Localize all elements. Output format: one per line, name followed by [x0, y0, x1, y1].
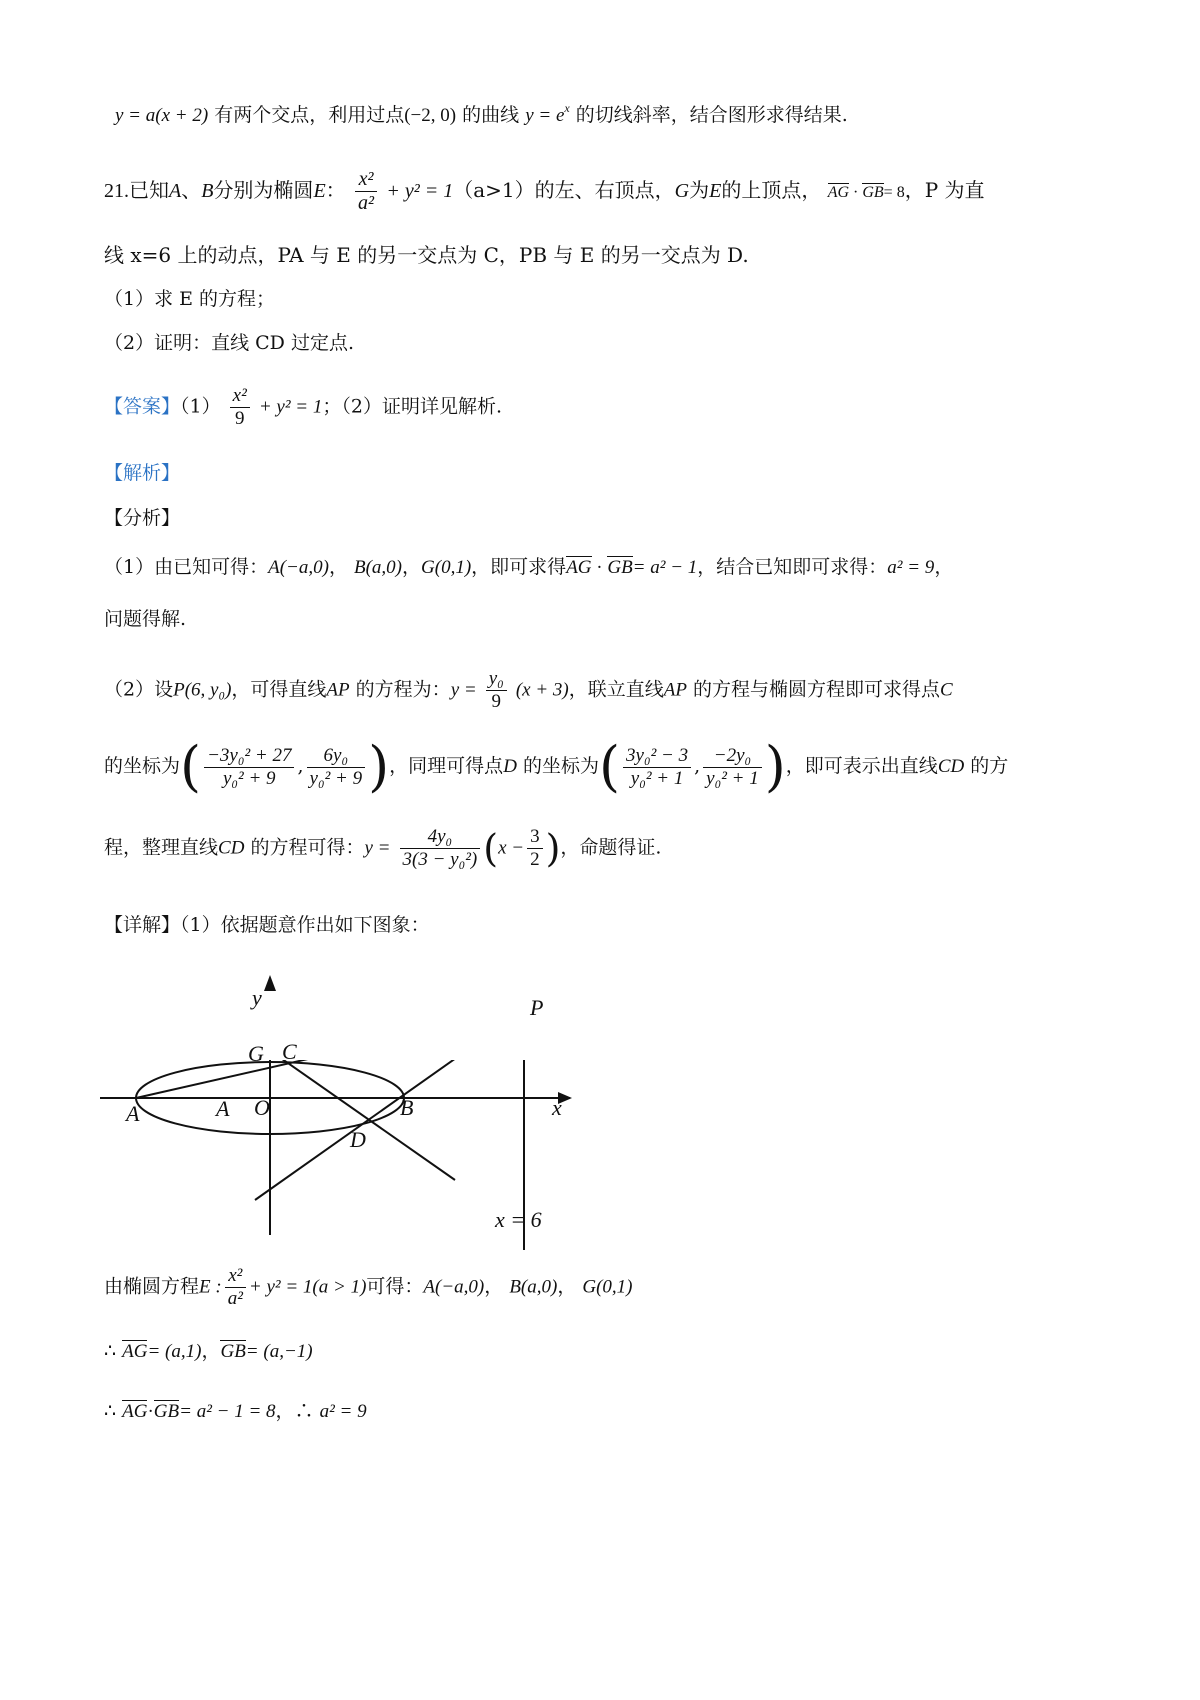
math-eq-rest: + y² = 1	[386, 180, 454, 202]
figure-labels	[100, 975, 620, 1245]
math-G-coord: G(0,1)	[421, 557, 472, 578]
text: 为	[689, 178, 710, 202]
fenxi-label: 【分析】	[104, 507, 181, 529]
math-B-coord: B(a,0)	[353, 557, 402, 578]
y-axis-arrow	[264, 975, 276, 991]
dot-product-value: = 8	[883, 184, 905, 201]
detail-line3: ∴ AG·GB= a² − 1 = 8，∴ a² = 9	[104, 1400, 367, 1422]
C-y-fraction: $\frac{\text{6y₀}}{\text{y₀² + 9}}$	[307, 745, 366, 790]
slope-fraction: $\frac{\text{y₀}}{9}$	[486, 668, 507, 713]
label-x: x	[552, 1095, 562, 1120]
label-x6: x = 6	[495, 1207, 542, 1232]
text: 已知	[129, 178, 169, 202]
label-A: A	[126, 1101, 140, 1126]
problem-21-line2: 线 x=6 上的动点，PA 与 E 的另一交点为 C，PB 与 E 的另一交点为 D.	[104, 243, 749, 267]
vector-GB: GB	[153, 1401, 180, 1422]
answer-line	[104, 385, 502, 430]
analysis-1-line1: （1）由已知可得：A(−a,0)， B(a,0)，G(0,1)，即可求得AG · GB= a² − 1，结合已知即可求得：a² = 9，	[104, 556, 954, 578]
text: 的曲线	[456, 104, 526, 126]
label-B: B	[400, 1095, 414, 1120]
question-1: （1）求 E 的方程；	[104, 288, 276, 310]
vector-GB: GB	[220, 1341, 246, 1362]
text: ；（2）证明详见解析.	[322, 395, 503, 418]
ellipse-fraction: $\frac{\text{x²}}{\text{a²}}$	[355, 168, 377, 215]
question-2: （2）证明：直线 CD 过定点.	[104, 332, 354, 354]
three-halves-fraction: $\frac{3}{2}$	[527, 826, 543, 871]
D-x-fraction: $\frac{\text{3y₀² − 3}}{\text{y₀² + 1}}$	[623, 745, 691, 790]
answer-fraction: $\frac{\text{x²}}{9}$	[230, 385, 250, 430]
math-G: G	[674, 180, 690, 202]
vector-AG: AG	[122, 1401, 148, 1422]
text: ：	[325, 178, 346, 202]
detail-line2: ∴ AG= (a,1)，GB= (a,−1)	[104, 1340, 313, 1362]
label-P: P	[530, 995, 544, 1020]
text: 有两个交点，利用过点	[208, 104, 405, 126]
analysis-2-line2: 的坐标为( $\frac{\text{−3y₀² + 27}}{\text{y₀² + 9}}$ , $\frac{\text{6y₀}}{\text{y₀² + 9}}$ )，同理可得点D 的坐标为( $\frac{\text{3y₀² − 3}}{\text{y₀² + 1}}$ , $\frac{\text{−2y₀}}{\text{y₀² + 1}}$ )，即可表示出直线CD 的方	[104, 735, 1009, 798]
math-B: B	[201, 180, 214, 202]
vector-GB: GB	[862, 184, 884, 201]
problem-21-line1: 21.已知A、B分别为椭圆E： $\frac{\text{x²}}{\text{a²}}$ + y² = 1（a>1）的左、右顶点，G为E的上顶点， AG · GB= 8，P 为直	[104, 168, 985, 214]
math-P-coord: P(6, y₀)	[173, 679, 232, 701]
problem-number: 21.	[104, 180, 129, 202]
vector-AG: AG	[122, 1341, 148, 1362]
math-point: (−2, 0)	[404, 105, 457, 126]
vector-AG: AG	[827, 184, 850, 201]
math-exp-curve: $y = e^x$	[525, 101, 570, 126]
text: 分别为椭圆	[213, 178, 314, 202]
math-line-eq: y = a(x + 2)	[115, 105, 209, 126]
CD-slope-fraction: $\frac{\text{4y₀}}{\text{3(3 − y₀²)}}$	[400, 826, 481, 871]
math-A: A	[169, 180, 182, 202]
analysis-1-line2: 问题得解.	[104, 608, 187, 630]
answer-label: 【答案】	[104, 395, 181, 418]
label-y: y	[252, 985, 262, 1010]
text: 的上顶点，	[721, 178, 822, 202]
label-D: D	[350, 1127, 366, 1152]
math-E: E	[709, 180, 722, 202]
analysis-2-line3: 程，整理直线CD 的方程可得：y = $\frac{\text{4y₀}}{\text{3(3 − y₀²)}}$ (x − $\frac{3}{2}$ )，命题得证.	[104, 826, 662, 871]
vector-AG: AG	[566, 557, 592, 578]
math-A-coord: A(−a,0)	[268, 557, 329, 578]
text: （1）	[180, 395, 221, 418]
top-line	[115, 101, 848, 128]
C-x-fraction: $\frac{\text{−3y₀² + 27}}{\text{y₀² + 9}}$	[204, 745, 294, 790]
math-E: E	[313, 180, 326, 202]
analysis-2-line1: （2）设P(6, y₀)，可得直线AP 的方程为：y = $\frac{\text{y₀}}{9}$ (x + 3)，联立直线AP 的方程与椭圆方程即可求得点C	[104, 668, 953, 712]
detail-line1: 由椭圆方程E : $\frac{\text{x²}}{\text{a²}}$ + y² = 1(a > 1)可得：A(−a,0)， B(a,0)， G(0,1)	[104, 1265, 633, 1309]
label-O: O	[254, 1095, 270, 1120]
vector-GB: GB	[607, 557, 633, 578]
label-A: A	[216, 1096, 230, 1121]
text: ，P 为直	[904, 178, 985, 202]
label-G: G	[248, 1041, 264, 1066]
text: 、	[181, 178, 202, 202]
answer-eq: + y² = 1	[258, 396, 323, 418]
xiangjie-label: 【详解】	[104, 914, 181, 936]
text: 的切线斜率，结合图形求得结果.	[569, 104, 848, 126]
jiexi-label: 【解析】	[104, 462, 181, 484]
D-y-fraction: $\frac{\text{−2y₀}}{\text{y₀² + 1}}$	[703, 745, 762, 790]
xiangjie-line: 【详解】（1）依据题意作出如下图象：	[104, 914, 430, 936]
text: 的左、右顶点，	[534, 178, 675, 202]
condition: （a>1）	[453, 178, 535, 202]
label-C: C	[282, 1039, 297, 1064]
detail-fraction: $\frac{\text{x²}}{\text{a²}}$	[225, 1265, 246, 1310]
